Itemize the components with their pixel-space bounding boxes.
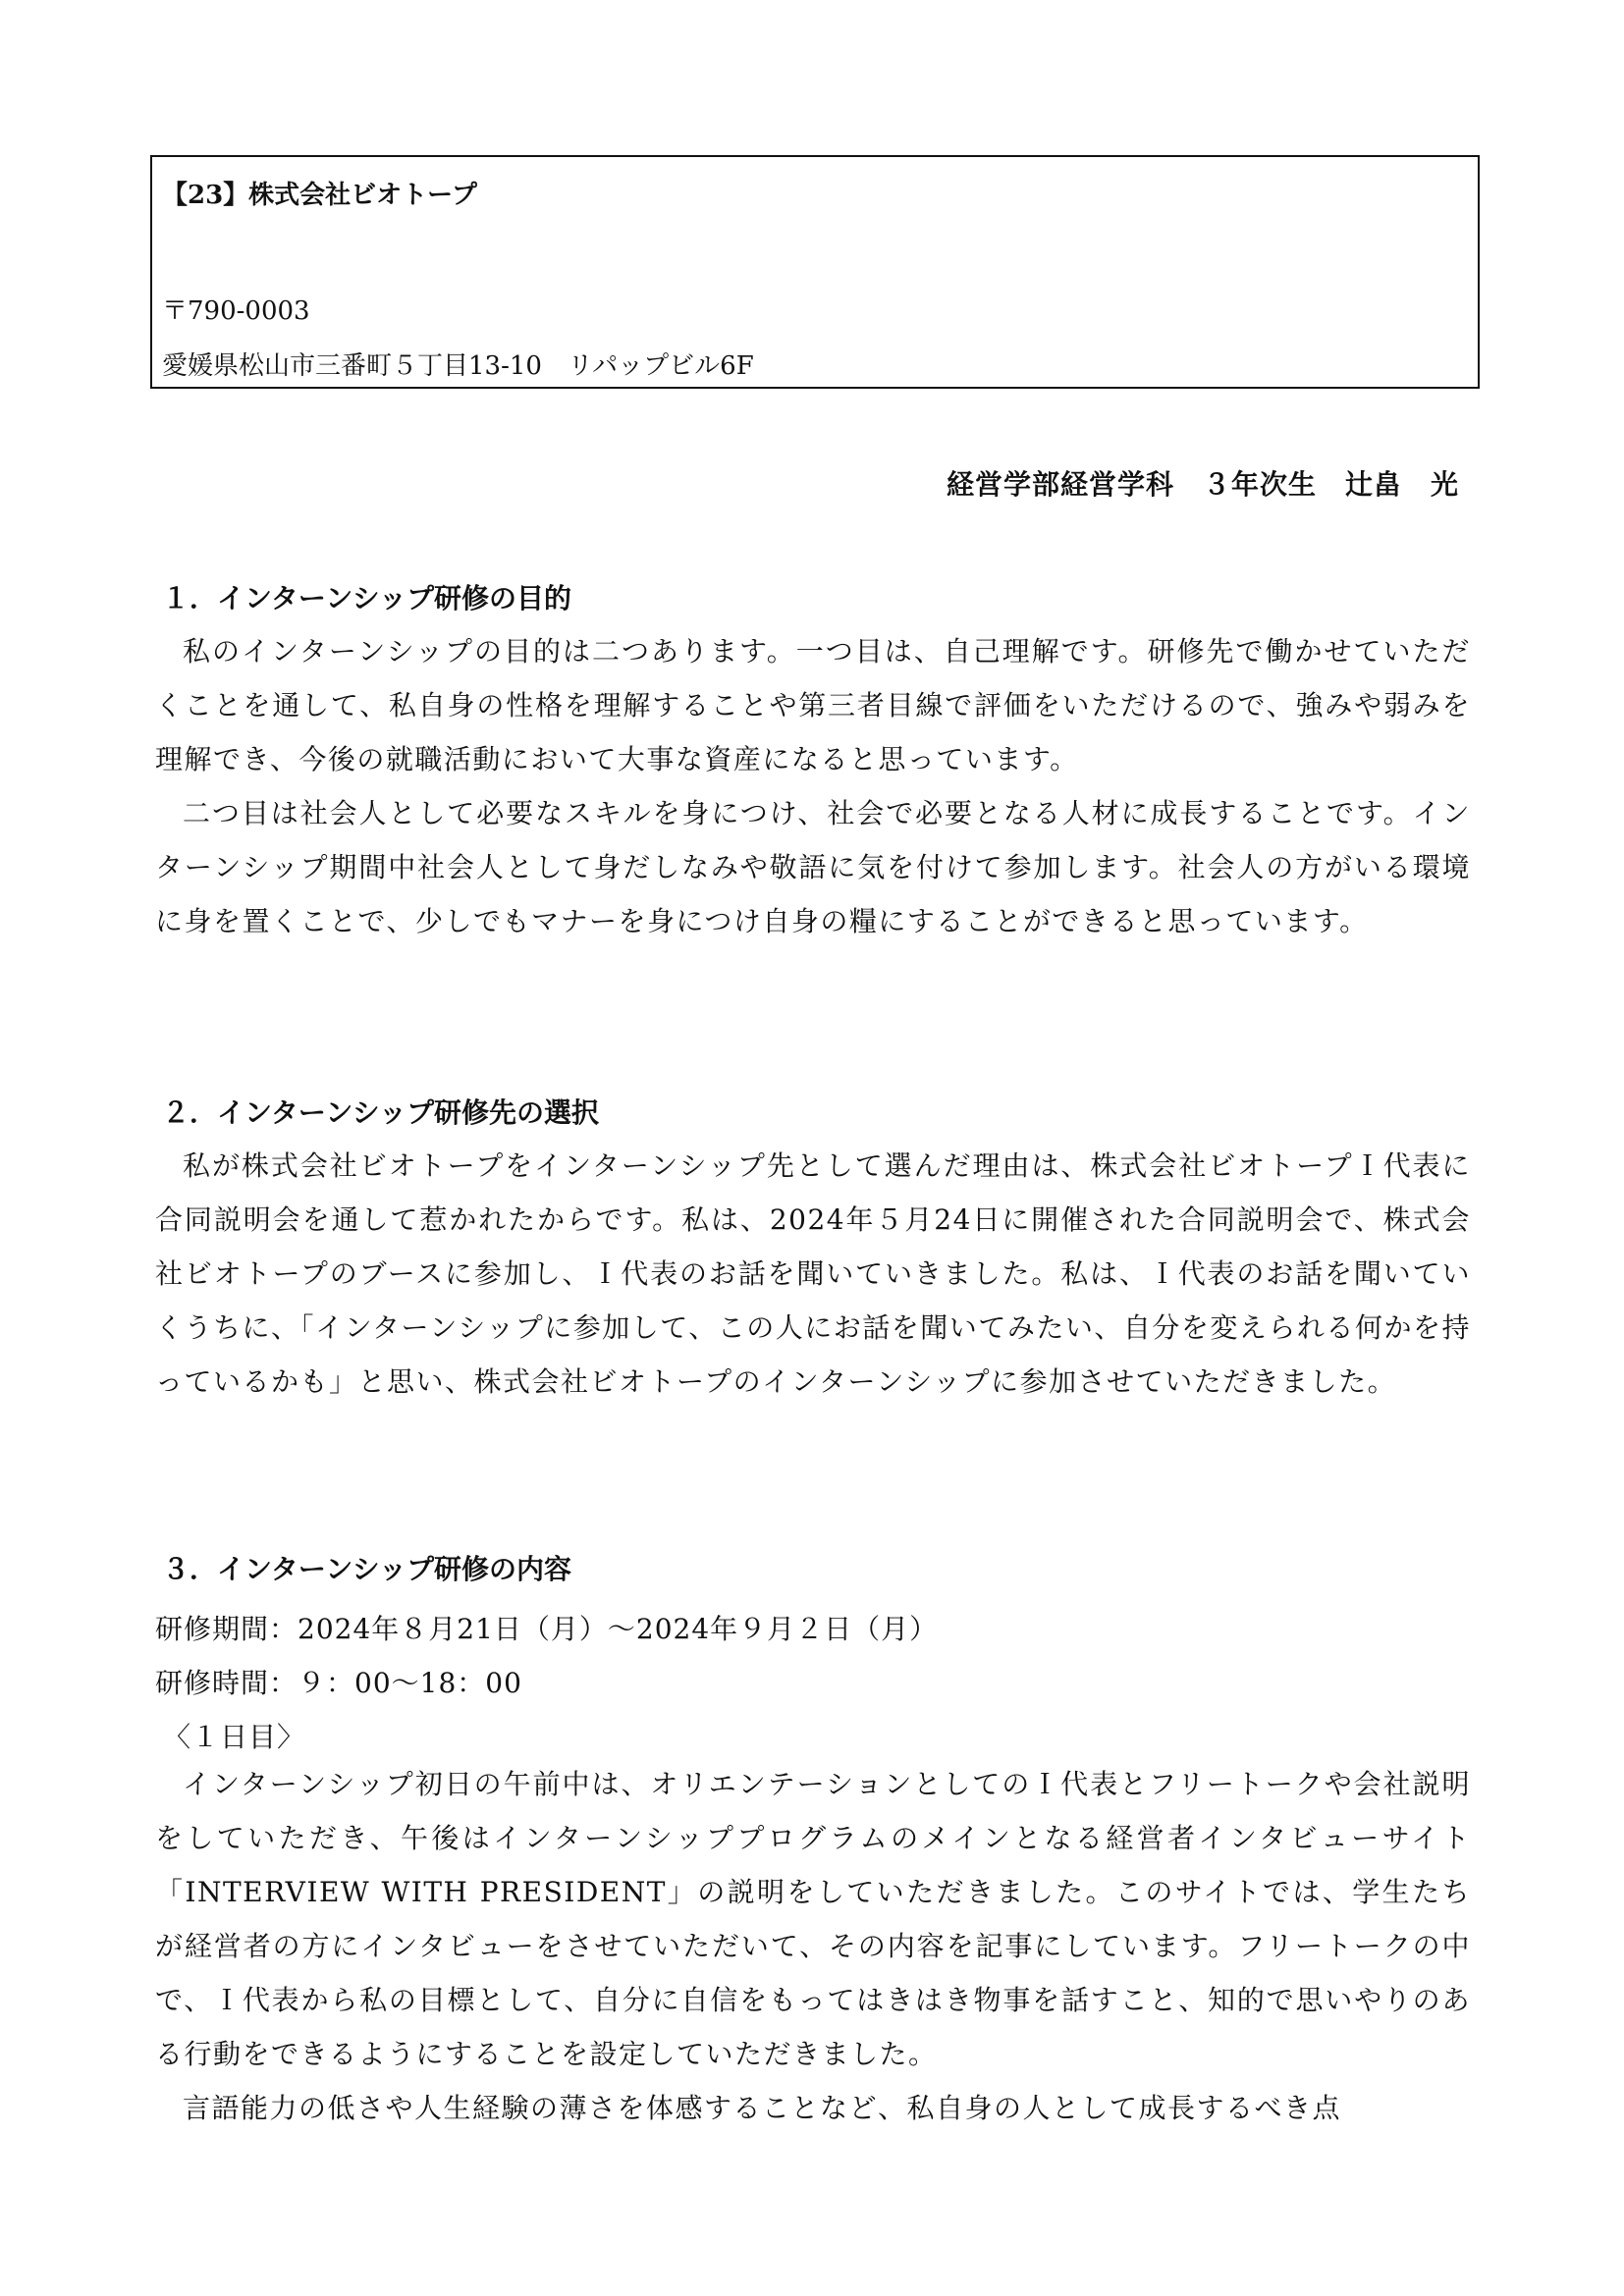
paragraph: 言語能力の低さや人生経験の薄さを体感することなど、私自身の人として成長するべき点 (183, 2092, 1342, 2124)
day-label: 〈１日目〉 (163, 1721, 306, 1753)
paragraph: インターンシップ初日の午前中は、オリエンテーションとしてのＩ代表とフリートークや会社説明をしていただき、午後はインターンシッププログラムのメインとなる経営者インタビューサイト「INTERVIEW WITH PRESIDENT」の説明をしていただきました。このサイトでは、学生たちが経営者の方にインタビューをさせていただいて、その内容を記事にしています。フリートークの中で、Ｉ代表から私の目標として、自分に自信をもってはきはき物事を話すこと、知的で思いやりのある行動をできるようにすることを設定していただきました。 (155, 1768, 1471, 2070)
training-hours: 研修時間：９：00～18：00 (155, 1667, 522, 1699)
paragraph: 私のインターンシップの目的は二つあります。一つ目は、自己理解です。研修先で働かせていただくことを通して、私自身の性格を理解することや第三者目線で評価をいただけるので、強みや弱みを理解でき、今後の就職活動において大事な資産になると思っています。 (155, 635, 1471, 775)
paragraph: 二つ目は社会人として必要なスキルを身につけ、社会で必要となる人材に成長することです。インターンシップ期間中社会人として身だしなみや敬語に気を付けて参加します。社会人の方がいる環境に身を置くことで、少しでもマナーを身につけ自身の糧にすることができると思っています。 (155, 797, 1471, 937)
paragraph: 私が株式会社ビオトープをインターンシップ先として選んだ理由は、株式会社ビオトープＩ代表に合同説明会を通して惹かれたからです。私は、2024年５月24日に開催された合同説明会で、株式会社ビオトープのブースに参加し、Ｉ代表のお話を聞いていきました。私は、Ｉ代表のお話を聞いていくうちに、「インターンシップに参加して、この人にお話を聞いてみたい、自分を変えられる何かを持っているかも」と思い、株式会社ビオトープのインターンシップに参加させていただきました。 (155, 1149, 1471, 1398)
author-line: 経営学部経営学科 ３年次生 辻畠 光 (946, 468, 1459, 501)
section-title-purpose: １．インターンシップ研修の目的 (162, 582, 572, 614)
company-info-box (150, 155, 1480, 389)
company-address: 愛媛県松山市三番町５丁目13-10 リパップビル6F (162, 351, 754, 381)
section-title-selection: ２．インターンシップ研修先の選択 (162, 1096, 600, 1129)
training-period: 研修期間：2024年８月21日（月）～2024年９月２日（月） (155, 1613, 939, 1645)
company-name: 【23】株式会社ビオトープ (162, 181, 477, 210)
section-title-content: ３．インターンシップ研修の内容 (162, 1553, 572, 1585)
postal-code: 〒790-0003 (162, 296, 310, 326)
